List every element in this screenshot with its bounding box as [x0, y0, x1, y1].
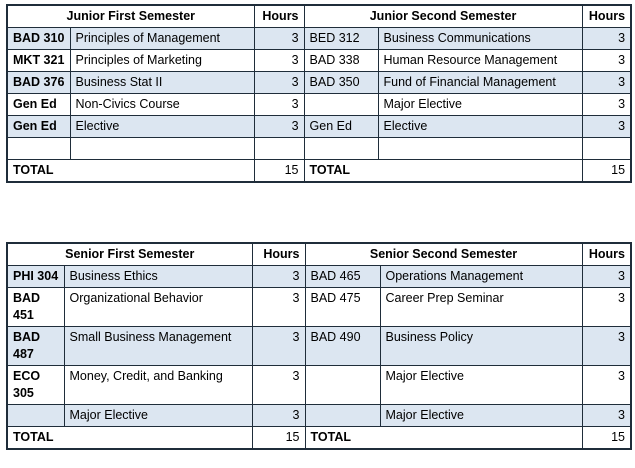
- table-row: [7, 327, 631, 366]
- hours-header: Hours: [252, 243, 305, 266]
- course-name: Money, Credit, and Banking: [64, 366, 252, 405]
- course-code: BAD 475: [305, 288, 380, 327]
- total-label: TOTAL: [304, 160, 582, 183]
- course-code: PHI 304: [7, 266, 64, 288]
- course-hours: 3: [582, 116, 631, 138]
- course-code: BED 312: [304, 28, 378, 50]
- hours-header: Hours: [582, 5, 631, 28]
- table-row: [7, 94, 631, 116]
- junior-year-table: [6, 4, 632, 183]
- course-name: [70, 138, 254, 160]
- total-row: [7, 427, 631, 450]
- course-code: MKT 321: [7, 50, 70, 72]
- course-name: Human Resource Management: [378, 50, 582, 72]
- course-hours: [254, 138, 304, 160]
- table-row-empty: [7, 138, 631, 160]
- course-hours: 3: [582, 405, 631, 427]
- course-name: Major Elective: [378, 94, 582, 116]
- course-code: BAD 487: [7, 327, 64, 366]
- table-row: [7, 72, 631, 94]
- total-hours: 15: [582, 427, 631, 450]
- hours-header: Hours: [254, 5, 304, 28]
- course-hours: 3: [582, 94, 631, 116]
- course-hours: 3: [252, 366, 305, 405]
- course-name: Principles of Marketing: [70, 50, 254, 72]
- course-code: BAD 451: [7, 288, 64, 327]
- senior-second-semester-header: Senior Second Semester: [305, 243, 582, 266]
- course-name: Fund of Financial Management: [378, 72, 582, 94]
- total-row: [7, 160, 631, 183]
- senior-year-table: [6, 242, 632, 450]
- total-label: TOTAL: [7, 160, 254, 183]
- course-hours: 3: [254, 94, 304, 116]
- course-hours: 3: [582, 50, 631, 72]
- table-header-row: [7, 5, 631, 28]
- course-name: Business Policy: [380, 327, 582, 366]
- total-label: TOTAL: [305, 427, 582, 450]
- total-hours: 15: [254, 160, 304, 183]
- table-row: [7, 288, 631, 327]
- course-name: Business Ethics: [64, 266, 252, 288]
- course-name: [378, 138, 582, 160]
- course-hours: 3: [582, 327, 631, 366]
- table-row: [7, 116, 631, 138]
- course-hours: 3: [252, 266, 305, 288]
- course-hours: 3: [254, 50, 304, 72]
- course-name: Major Elective: [64, 405, 252, 427]
- total-label: TOTAL: [7, 427, 252, 450]
- total-hours: 15: [582, 160, 631, 183]
- course-hours: 3: [252, 288, 305, 327]
- course-name: Career Prep Seminar: [380, 288, 582, 327]
- course-name: Elective: [70, 116, 254, 138]
- course-hours: 3: [254, 116, 304, 138]
- junior-second-semester-header: Junior Second Semester: [304, 5, 582, 28]
- course-name: Principles of Management: [70, 28, 254, 50]
- course-name: Business Stat II: [70, 72, 254, 94]
- course-name: Elective: [378, 116, 582, 138]
- course-hours: 3: [582, 366, 631, 405]
- course-code: Gen Ed: [304, 116, 378, 138]
- course-code: Gen Ed: [7, 116, 70, 138]
- course-name: Major Elective: [380, 405, 582, 427]
- course-code: BAD 490: [305, 327, 380, 366]
- course-name: Business Communications: [378, 28, 582, 50]
- course-code: Gen Ed: [7, 94, 70, 116]
- total-hours: 15: [252, 427, 305, 450]
- course-name: Operations Management: [380, 266, 582, 288]
- course-hours: 3: [582, 266, 631, 288]
- course-code: [304, 138, 378, 160]
- course-code: BAD 338: [304, 50, 378, 72]
- course-code: BAD 350: [304, 72, 378, 94]
- course-hours: 3: [582, 288, 631, 327]
- course-hours: 3: [254, 72, 304, 94]
- course-code: [7, 138, 70, 160]
- table-row: [7, 266, 631, 288]
- junior-first-semester-header: Junior First Semester: [7, 5, 254, 28]
- course-hours: 3: [252, 405, 305, 427]
- course-hours: 3: [582, 28, 631, 50]
- course-name: Non-Civics Course: [70, 94, 254, 116]
- course-code: ECO 305: [7, 366, 64, 405]
- table-row: [7, 50, 631, 72]
- course-hours: 3: [252, 327, 305, 366]
- course-code: [305, 405, 380, 427]
- course-code: [304, 94, 378, 116]
- course-code: BAD 376: [7, 72, 70, 94]
- course-code: BAD 465: [305, 266, 380, 288]
- course-code: [7, 405, 64, 427]
- course-name: Organizational Behavior: [64, 288, 252, 327]
- course-hours: 3: [254, 28, 304, 50]
- senior-first-semester-header: Senior First Semester: [7, 243, 252, 266]
- course-name: Major Elective: [380, 366, 582, 405]
- course-code: [305, 366, 380, 405]
- hours-header: Hours: [582, 243, 631, 266]
- course-code: BAD 310: [7, 28, 70, 50]
- table-row: [7, 405, 631, 427]
- course-hours: 3: [582, 72, 631, 94]
- table-row: [7, 366, 631, 405]
- table-row: [7, 28, 631, 50]
- course-hours: [582, 138, 631, 160]
- course-name: Small Business Management: [64, 327, 252, 366]
- table-header-row: [7, 243, 631, 266]
